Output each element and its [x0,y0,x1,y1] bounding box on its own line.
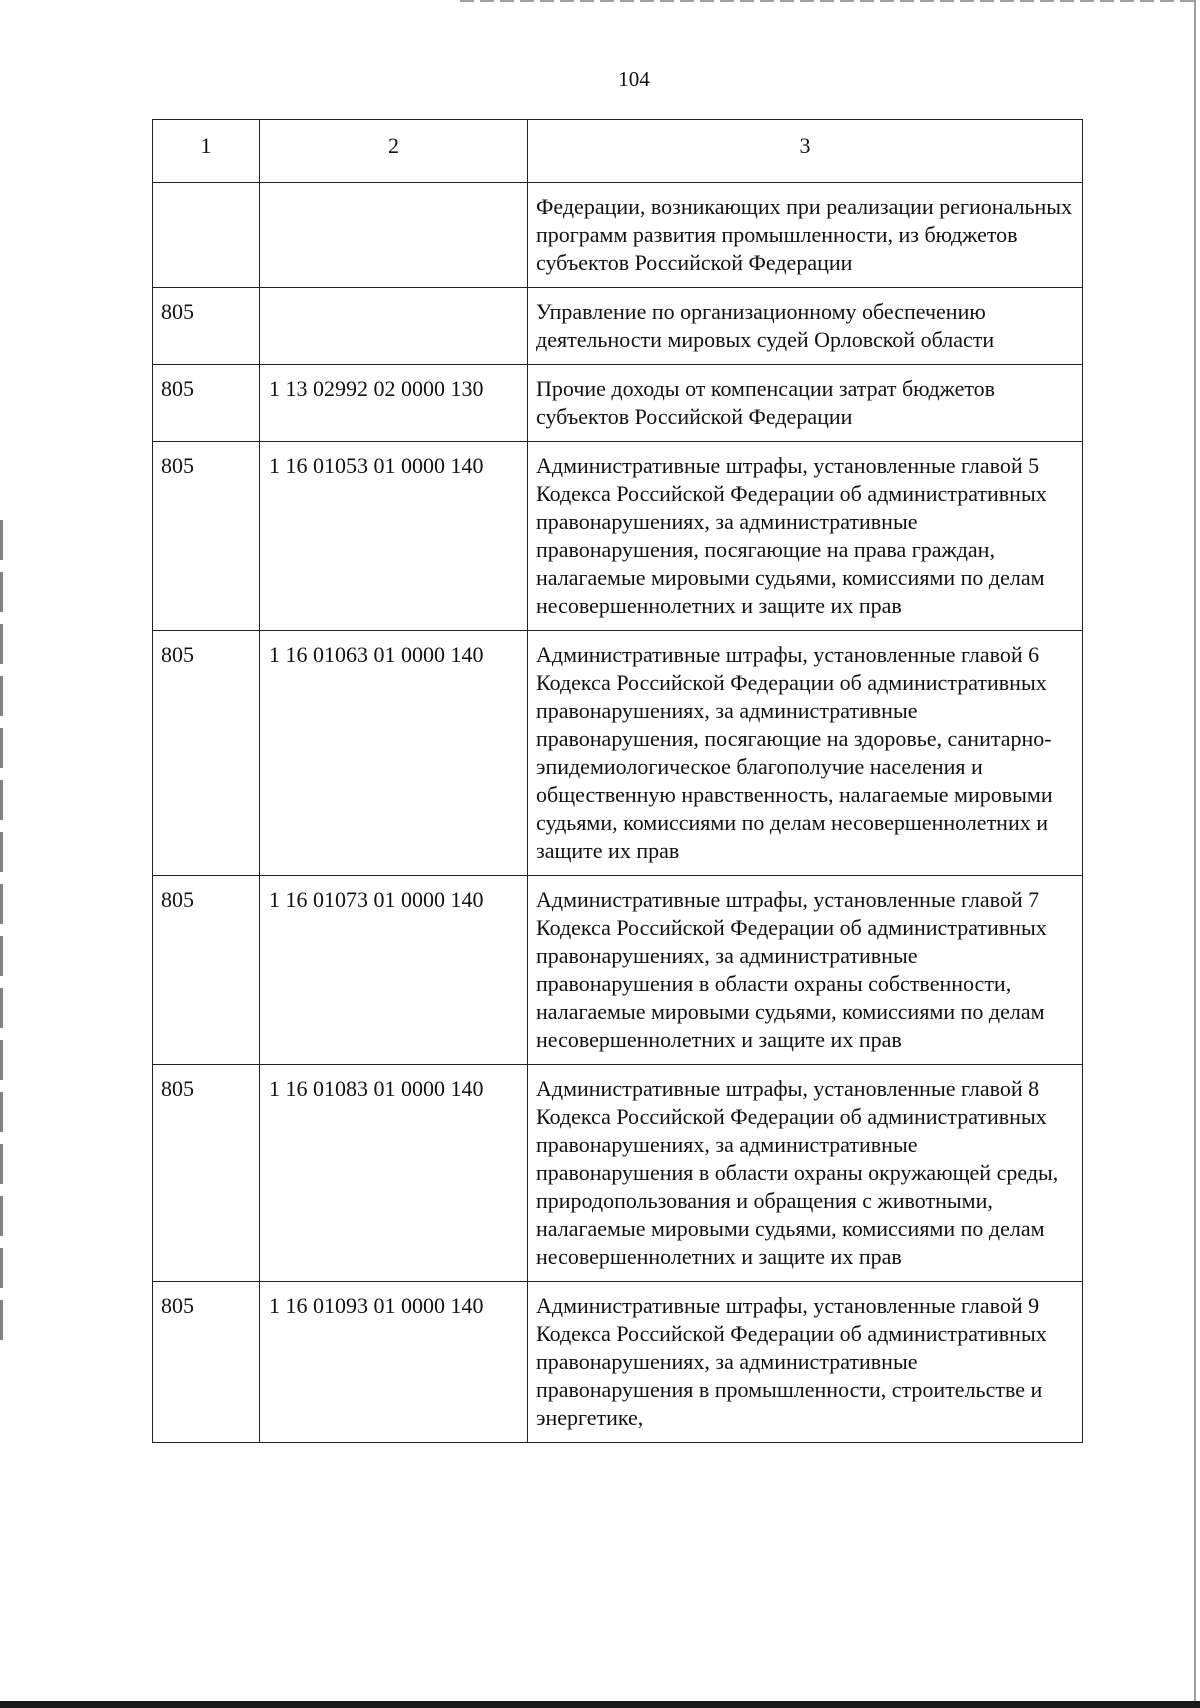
description-cell: Административные штрафы, установленные главой 9 Кодекса Российской Федерации об административных правонарушениях, за административные правонарушения в промышленности, строительстве и энергетике, [528,1282,1083,1443]
table-row [153,876,1083,1065]
admin-code-cell: 805 [153,288,260,365]
table-header-row [153,120,1083,183]
admin-code-cell: 805 [153,1282,260,1443]
admin-code-cell: 805 [153,631,260,876]
table-row [153,1282,1083,1443]
table-row [153,183,1083,288]
table-row [153,631,1083,876]
scan-edge-bottom [0,1701,1200,1708]
description-cell: Административные штрафы, установленные главой 8 Кодекса Российской Федерации об административных правонарушениях, за административные правонарушения в области охраны окружающей среды, природопользования и обращения с животными, налагаемые мировыми судьями, комиссиями по делам несовершеннолетних и защите их прав [528,1065,1083,1282]
scan-edge-top [460,0,1200,2]
description-cell: Административные штрафы, установленные главой 7 Кодекса Российской Федерации об административных правонарушениях, за административные правонарушения в области охраны собственности, налагаемые мировыми судьями, комиссиями по делам несовершеннолетних и защите их прав [528,876,1083,1065]
revenue-code-cell [260,288,528,365]
description-cell: Прочие доходы от компенсации затрат бюджетов субъектов Российской Федерации [528,365,1083,442]
revenue-code-cell: 1 13 02992 02 0000 130 [260,365,528,442]
scan-edge-left [0,520,3,1340]
table-row [153,442,1083,631]
description-cell: Федерации, возникающих при реализации региональных программ развития промышленности, из бюджетов субъектов Российской Федерации [528,183,1083,288]
description-cell: Управление по организационному обеспечению деятельности мировых судей Орловской области [528,288,1083,365]
admin-code-cell: 805 [153,442,260,631]
revenue-code-cell: 1 16 01093 01 0000 140 [260,1282,528,1443]
table-row [153,365,1083,442]
table-row [153,1065,1083,1282]
revenue-code-cell: 1 16 01073 01 0000 140 [260,876,528,1065]
table-row [153,288,1083,365]
revenue-codes-table [152,119,1083,1443]
revenue-code-cell: 1 16 01053 01 0000 140 [260,442,528,631]
revenue-code-cell: 1 16 01083 01 0000 140 [260,1065,528,1282]
admin-code-cell: 805 [153,365,260,442]
page-number: 104 [618,67,650,91]
revenue-code-cell [260,183,528,288]
admin-code-cell: 805 [153,876,260,1065]
revenue-code-cell: 1 16 01063 01 0000 140 [260,631,528,876]
admin-code-cell: 805 [153,1065,260,1282]
description-cell: Административные штрафы, установленные главой 5 Кодекса Российской Федерации об административных правонарушениях, за административные правонарушения, посягающие на права граждан, налагаемые мировыми судьями, комиссиями по делам несовершеннолетних и защите их прав [528,442,1083,631]
header-col-1: 1 [153,120,260,183]
description-cell: Административные штрафы, установленные главой 6 Кодекса Российской Федерации об административных правонарушениях, за административные правонарушения, посягающие на здоровье, санитарно-эпидемиологическое благополучие населения и общественную нравственность, налагаемые мировыми судьями, комиссиями по делам несовершеннолетних и защите их прав [528,631,1083,876]
header-col-2: 2 [260,120,528,183]
header-col-3: 3 [528,120,1083,183]
scan-edge-right [1194,0,1196,1708]
admin-code-cell [153,183,260,288]
